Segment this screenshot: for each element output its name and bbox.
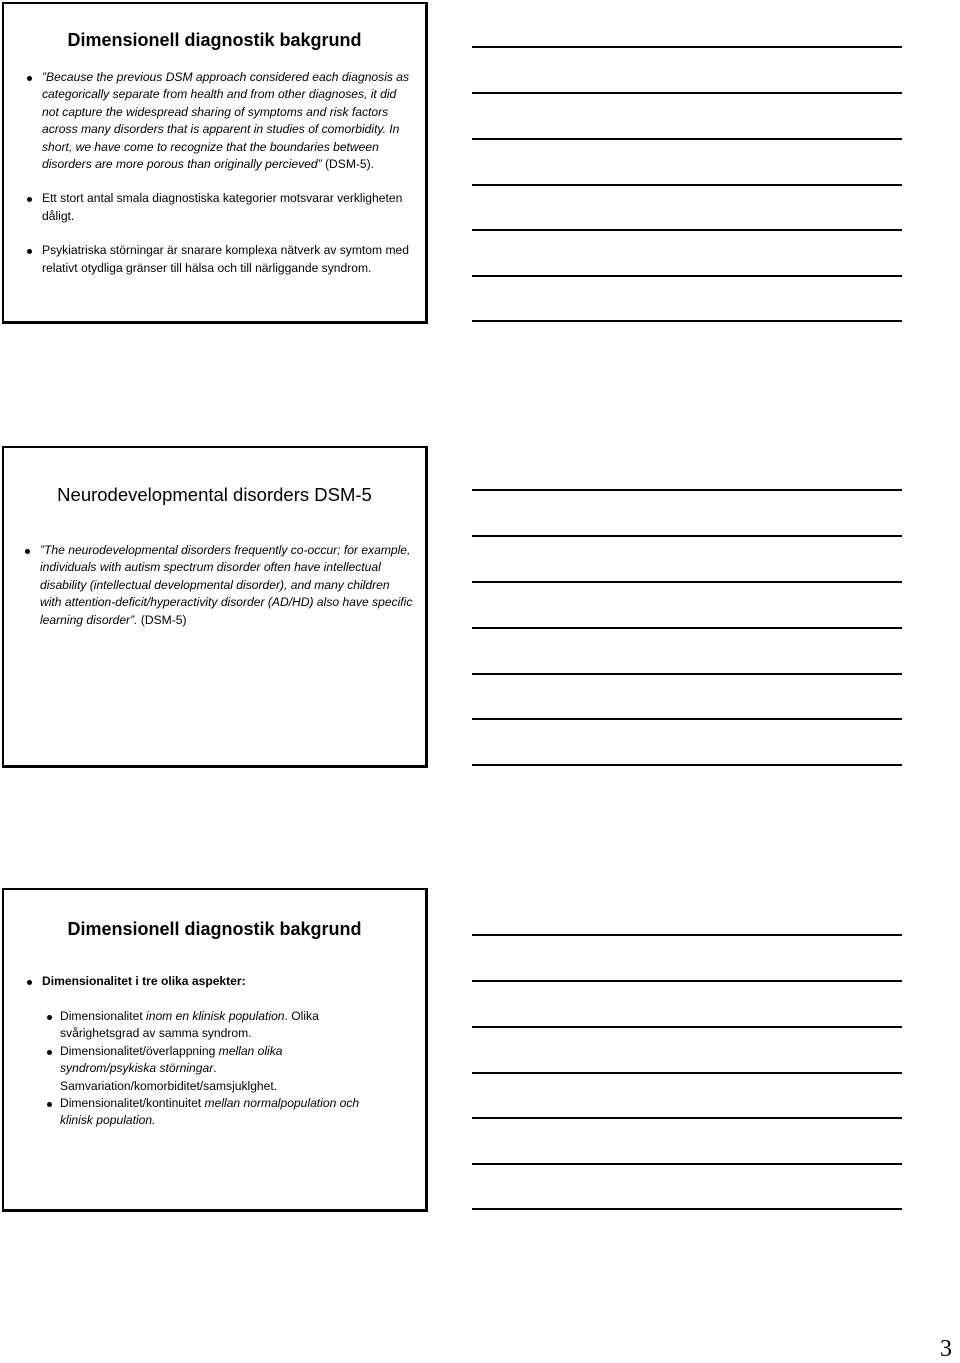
- note-line: [472, 764, 902, 766]
- note-line: [472, 1208, 902, 1210]
- item-text: Dimensionalitet: [60, 1009, 147, 1023]
- list-item: [40, 542, 414, 629]
- note-line: [472, 1026, 902, 1028]
- note-line: [472, 489, 902, 491]
- notes-area: [472, 0, 902, 1361]
- note-line: [472, 92, 902, 94]
- note-line: [472, 1117, 902, 1119]
- list-item: [60, 1095, 360, 1130]
- list-item: Dimensionalitet i tre olika aspekter:: [42, 973, 412, 990]
- sub-bullet-list: [60, 1008, 360, 1130]
- note-line: [472, 138, 902, 140]
- slide-title: Dimensionell diagnostik bakgrund: [67, 919, 362, 939]
- item-text: . Olika svårighetsgrad av samma syndrom.: [60, 1009, 319, 1041]
- list-item: [60, 1043, 360, 1095]
- item-italic-text: mellan olika syndrom/psykiska störningar: [60, 1043, 283, 1076]
- note-line: [472, 980, 902, 982]
- note-line: [472, 184, 902, 186]
- note-line: [472, 46, 902, 48]
- list-item: Psykiatriska störningar är snarare komplexa nätverk av symtom med relativt otydliga gränser till hälsa och till närliggande syndrom.: [42, 242, 412, 277]
- slide-3: [2, 888, 428, 1212]
- item-text: Dimensionalitet/överlappning: [60, 1043, 219, 1058]
- note-line: [472, 718, 902, 720]
- note-line: [472, 320, 902, 322]
- note-line: [472, 627, 902, 629]
- note-line: [472, 581, 902, 583]
- note-line: [472, 229, 902, 231]
- note-line: [472, 673, 902, 675]
- note-line: [472, 275, 902, 277]
- bullet-list: [42, 973, 412, 990]
- note-line: [472, 934, 902, 936]
- page-number: 3: [940, 1336, 952, 1362]
- note-line: [472, 1163, 902, 1165]
- slide-1: [2, 2, 428, 324]
- note-line: [472, 1072, 902, 1074]
- list-item: [42, 69, 412, 173]
- list-item: Ett stort antal smala diagnostiska kategorier motsvarar verkligheten dåligt.: [42, 190, 412, 225]
- quote-text: ”Because the previous DSM approach considered each diagnosis as categorically separate from health and from other diagnoses, it did not capture the widespread sharing of symptoms and risk factors across many disorders that is apparent in studies of comorbidity. In short, we have come to recognize that the boundaries between disorders are more porous than originally percieved”: [42, 70, 410, 172]
- slide-2: [2, 446, 428, 768]
- quote-text: ”The neurodevelopmental disorders frequently co-occur; for example, individuals with autism spectrum disorder often have intellectual disability (intellectual developmental disorder), and many children with attention-deficit/hyperactivity disorder (AD/HD) also have specific learning disorder”.: [40, 543, 413, 627]
- slide-title: Neurodevelopmental disorders DSM-5: [57, 484, 372, 505]
- citation-text: (DSM-5).: [321, 157, 375, 172]
- item-italic-text: mellan normalpopulation och klinisk population.: [60, 1096, 360, 1128]
- bullet-list: [40, 542, 414, 629]
- bullet-list: [42, 69, 412, 277]
- item-italic-text: inom en klinisk population: [146, 1009, 285, 1023]
- note-line: [472, 535, 902, 537]
- citation-text: (DSM-5): [137, 612, 187, 627]
- item-text: Dimensionalitet/kontinuitet: [60, 1096, 205, 1111]
- list-item: [60, 1008, 360, 1043]
- item-text: . Samvariation/komorbiditet/samsjuklghet.: [60, 1061, 278, 1093]
- slide-title: Dimensionell diagnostik bakgrund: [67, 30, 362, 50]
